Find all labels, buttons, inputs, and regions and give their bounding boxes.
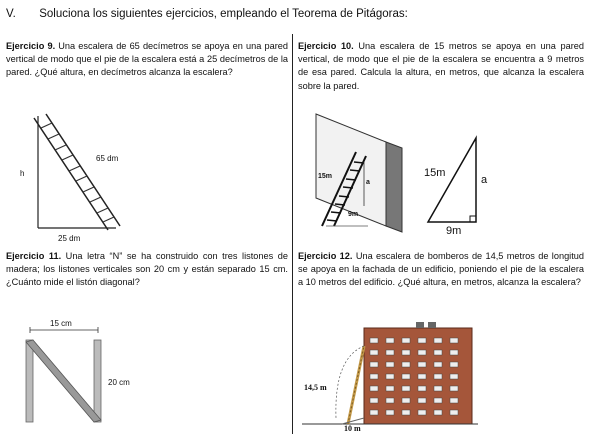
ex12-ladder-label: 14,5 m — [304, 383, 327, 392]
section-title: Soluciona los siguientes ejercicios, empleando el Teorema de Pitágoras: — [39, 8, 408, 20]
ex10-ladder-label: 15m — [318, 173, 333, 180]
ex11-height-label: 20 cm — [108, 378, 130, 387]
ex10-a-small-label: a — [366, 179, 370, 186]
ex10-hyp-label: 15m — [424, 167, 446, 179]
exercise-11-text: Una letra “N” se ha construido con tres listones de madera; los listones verticales son 20 cm y están separado 15 cm. ¿Cuánto mide el listón diagonal? — [6, 251, 288, 288]
exercise-11-label: Ejercicio 11. — [6, 251, 62, 261]
exercise-11 — [6, 250, 288, 290]
exercise-10-text: Una escalera de 15 metros se apoya en una pared vertical, de modo que el pie de la escalera se encuentra a 9 metros de esa pared. Calcula la altura, en metros, que alcanza la escalera sobre la pared. — [298, 41, 584, 91]
ex12-base-label: 10 m — [344, 424, 361, 432]
exercise-11-figure — [10, 318, 150, 430]
ex9-height-label: h — [20, 169, 25, 178]
exercise-9-figure — [6, 110, 146, 242]
ex11-width-label: 15 cm — [50, 319, 72, 328]
section-number: V. — [6, 8, 16, 20]
exercise-9-label: Ejercicio 9. — [6, 41, 56, 51]
exercise-12-text: Una escalera de bomberos de 14,5 metros de longitud se apoya en la fachada de un edificio, poniendo el pie de la escalera a 10 metros del edificio. ¿Qué altura, en metros, alcanza la escalera? — [298, 251, 584, 288]
exercise-10 — [298, 40, 584, 93]
exercise-12-figure — [298, 318, 588, 432]
exercise-9-text: Una escalera de 65 decímetros se apoya en una pared vertical de modo que el pie de la escalera está a 25 decímetros de la pared. ¿Qué altura, en decímetros alcanza la escalera? — [6, 41, 288, 78]
ex9-hyp-label: 65 dm — [96, 154, 119, 163]
ex9-base-label: 25 dm — [58, 234, 81, 242]
exercise-10-label: Ejercicio 10. — [298, 41, 354, 51]
exercise-12 — [298, 250, 584, 290]
ex10-base-small-label: 9m — [348, 211, 359, 218]
column-divider — [292, 34, 293, 434]
ex10-base-label: 9m — [446, 225, 462, 237]
section-header — [6, 8, 408, 20]
exercise-12-label: Ejercicio 12. — [298, 251, 353, 261]
ex10-a-label: a — [481, 174, 488, 186]
exercise-10-figure — [298, 108, 588, 240]
exercise-9 — [6, 40, 288, 80]
